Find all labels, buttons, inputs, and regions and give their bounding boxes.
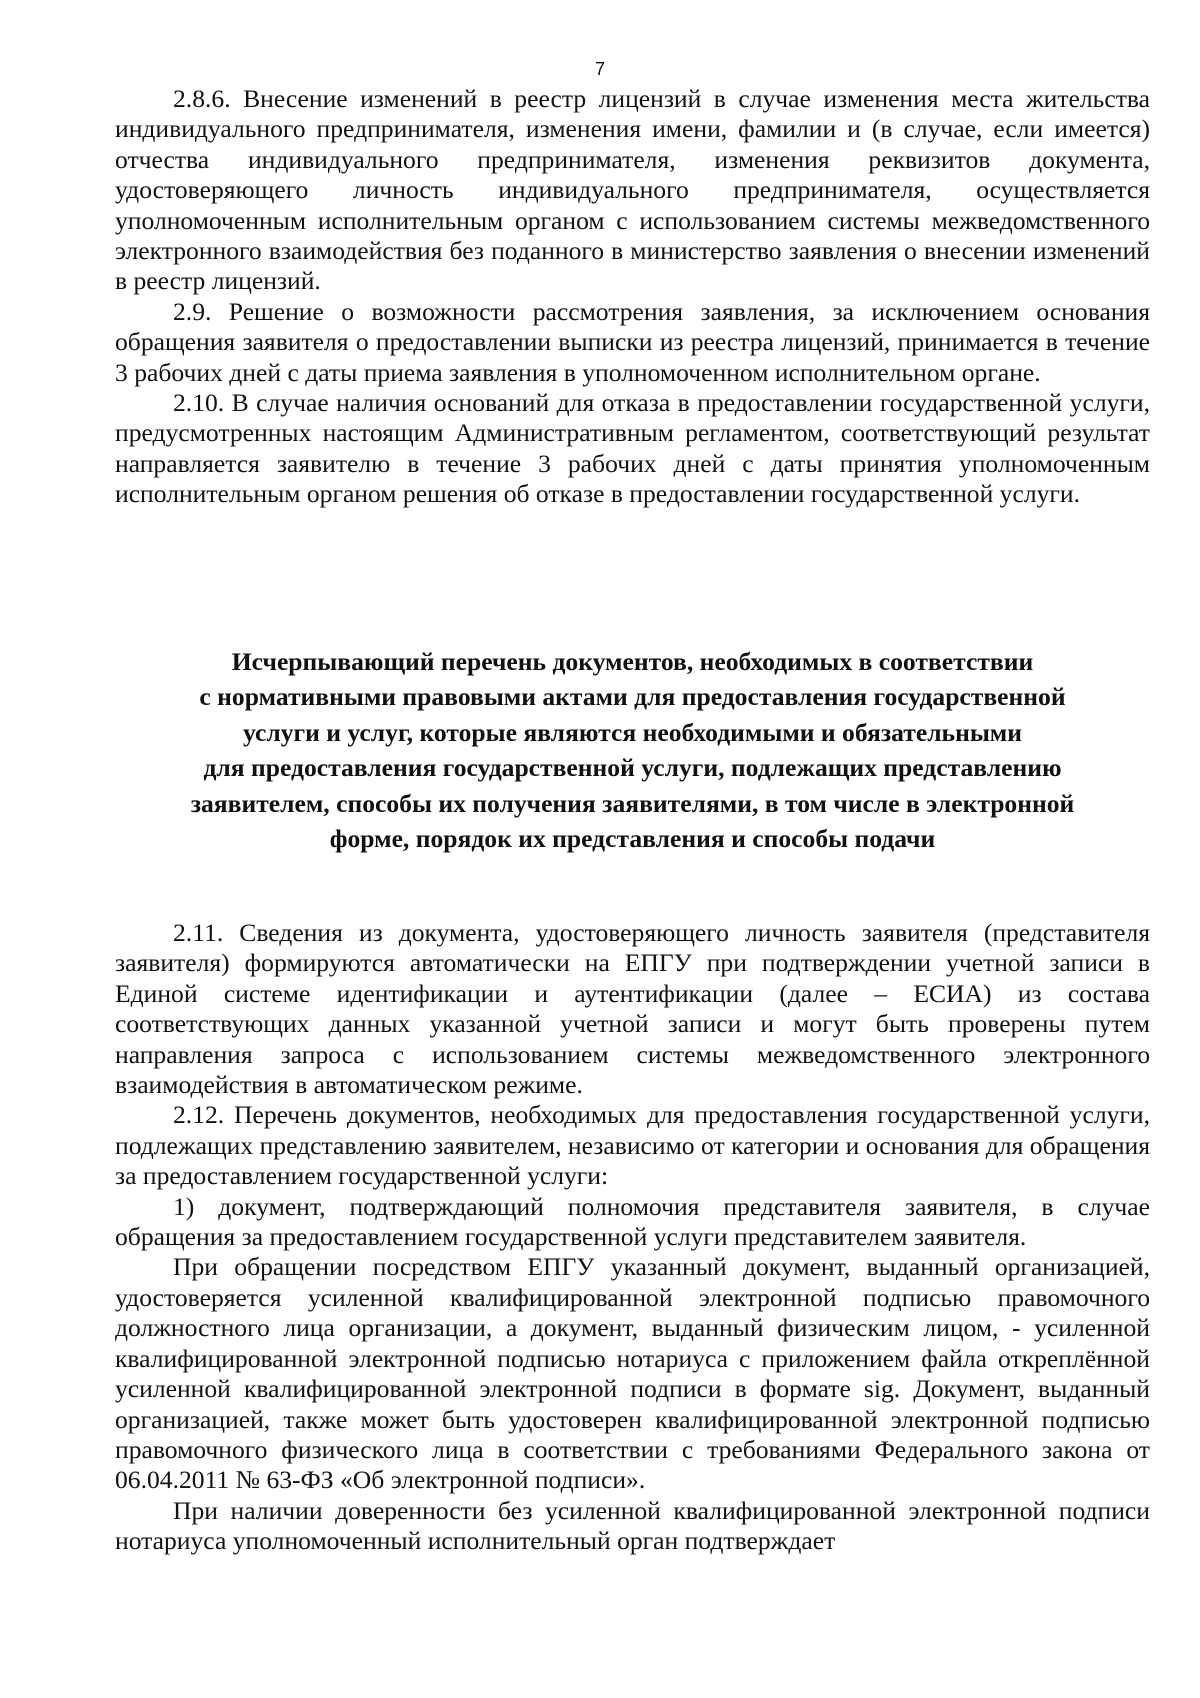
heading-line: Исчерпывающий перечень документов, необходимых в соответствии bbox=[231, 647, 1034, 676]
paragraph-2-12: 2.12. Перечень документов, необходимых для предоставления государственной услуги, подлежащих представлению заявителем, независимо от категории и основания для обращения за предоставлением государственной услуги: bbox=[115, 1100, 1150, 1191]
section-licensing-terms bbox=[115, 84, 1150, 510]
section-heading bbox=[115, 644, 1150, 856]
paragraph-power-of-attorney: При наличии доверенности без усиленной квалифицированной электронной подписи нотариуса уполномоченный исполнительный орган подтверждает bbox=[115, 1495, 1150, 1556]
heading-line: с нормативными правовыми актами для предоставления государственной bbox=[199, 682, 1066, 712]
section-required-documents bbox=[115, 918, 1150, 1557]
heading-line: заявителем, способы их получения заявителями, в том числе в электронной bbox=[190, 788, 1075, 818]
heading-line: для предоставления государственной услуги, подлежащих представлению bbox=[203, 753, 1062, 783]
paragraph-2-10: 2.10. В случае наличия оснований для отказа в предоставлении государственной услуги, предусмотренных настоящим Административным регламентом, соответствующий результат направляется заявителю в течение 3 рабочих дней с даты принятия уполномоченным исполнительным органом решения об отказе в предоставлении государственной услуги. bbox=[115, 388, 1150, 509]
paragraph-epgu-signature: При обращении посредством ЕПГУ указанный документ, выданный организацией, удостоверяется усиленной квалифицированной электронной подписью правомочного должностного лица организации, а документ, выданный физическим лицом, - усиленной квалифицированной электронной подписью нотариуса с приложением файла откреплённой усиленной квалифицированной электронной подписи в формате sig. Документ, выданный организацией, также может быть удостоверен квалифицированной электронной подписью правомочного физического лица в соответствии с требованиями Федерального закона от 06.04.2011 № 63-ФЗ «Об электронной подписи». bbox=[115, 1252, 1150, 1495]
paragraph-2-8-6: 2.8.6. Внесение изменений в реестр лицензий в случае изменения места жительства индивидуального предпринимателя, изменения имени, фамилии и (в случае, если имеется) отчества индивидуального предпринимателя, изменения реквизитов документа, удостоверяющего личность индивидуального предпринимателя, осуществляется уполномоченным исполнительным органом с использованием системы межведомственного электронного взаимодействия без поданного в министерство заявления о внесении изменений в реестр лицензий. bbox=[115, 84, 1150, 296]
page-number: 7 bbox=[594, 59, 605, 79]
heading-line: форме, порядок их представления и способы подачи bbox=[329, 824, 936, 854]
paragraph-2-11: 2.11. Сведения из документа, удостоверяющего личность заявителя (представителя заявителя) формируются автоматически на ЕПГУ при подтверждении учетной записи в Единой системе идентификации и аутентификации (далее – ЕСИА) из состава соответствующих данных указанной учетной записи и могут быть проверены путем направления запроса с использованием системы межведомственного электронного взаимодействия в автоматическом режиме. bbox=[115, 918, 1150, 1100]
heading-line: услуги и услуг, которые являются необходимыми и обязательными bbox=[242, 717, 1022, 747]
paragraph-2-9: 2.9. Решение о возможности рассмотрения заявления, за исключением основания обращения заявителя о предоставлении выписки из реестра лицензий, принимается в течение 3 рабочих дней с даты приема заявления в уполномоченном исполнительном органе. bbox=[115, 296, 1150, 387]
list-item-1: 1) документ, подтверждающий полномочия представителя заявителя, в случае обращения за предоставлением государственной услуги представителем заявителя. bbox=[115, 1191, 1150, 1252]
